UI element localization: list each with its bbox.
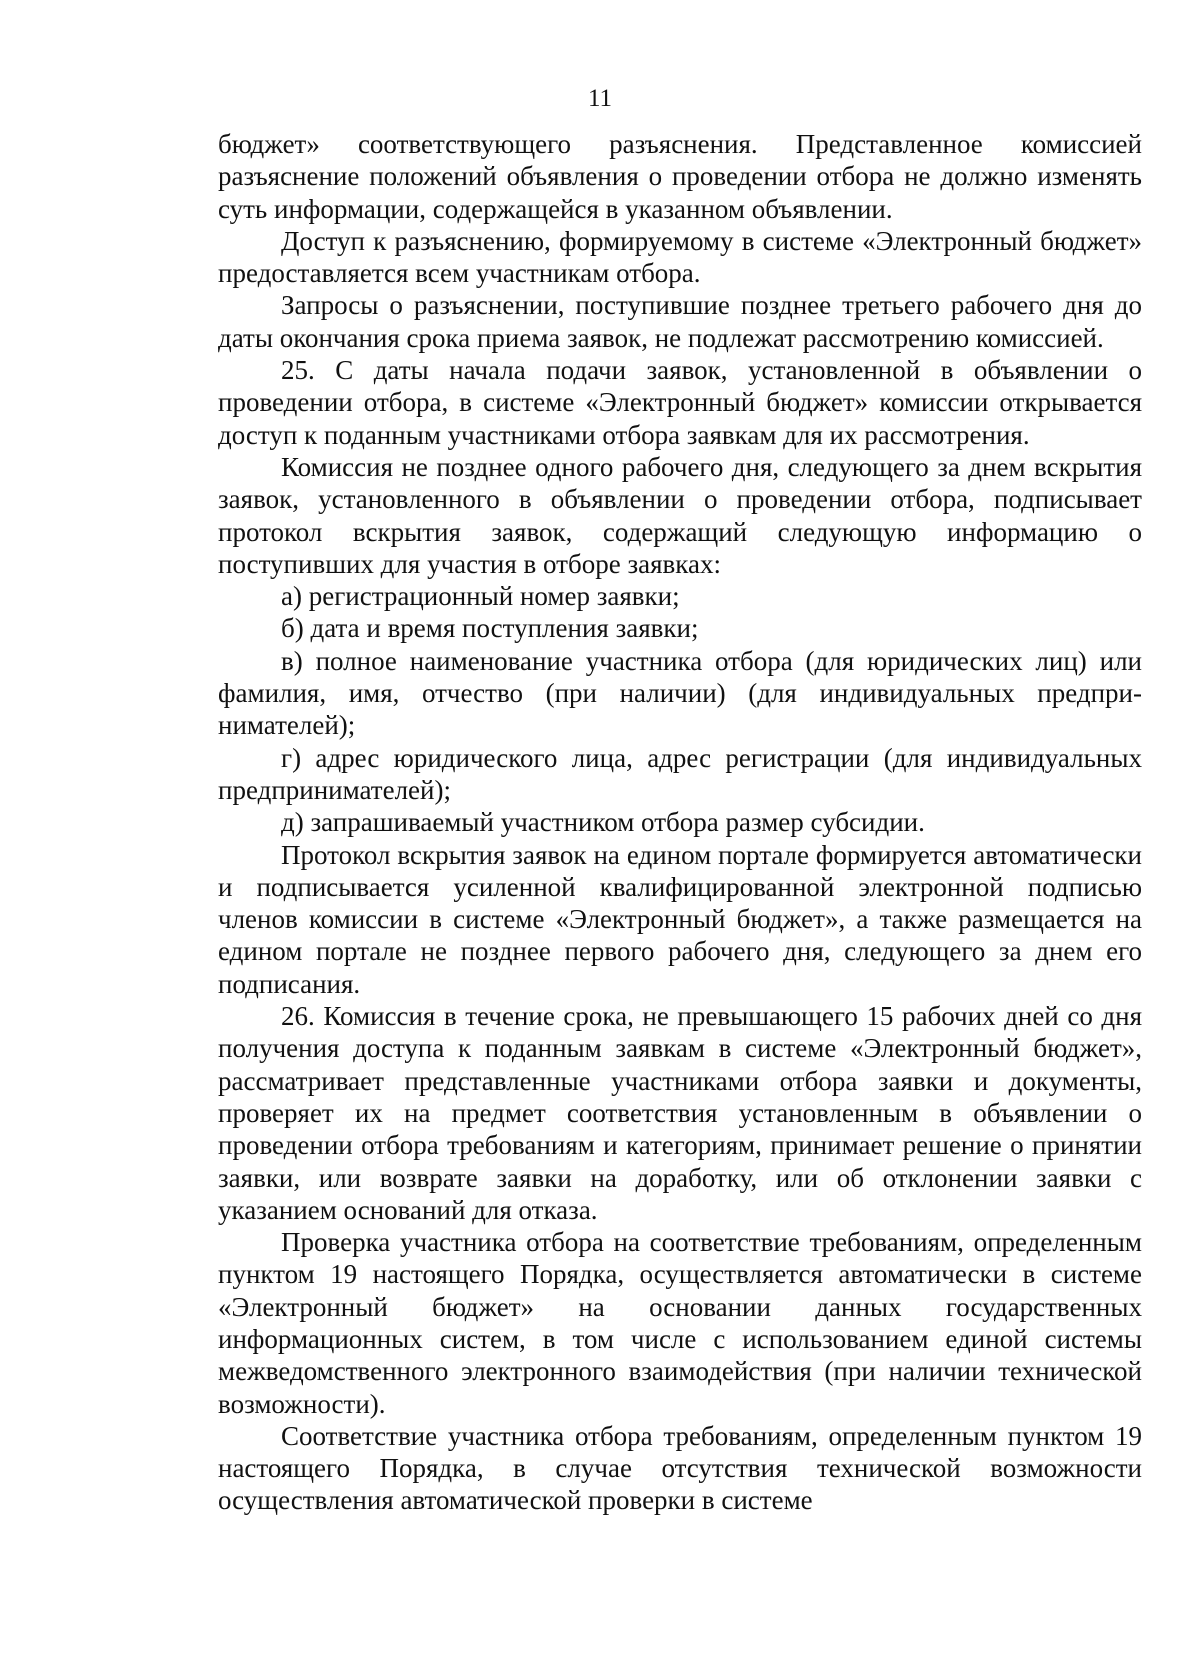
paragraph-2: Доступ к разъяснению, формируемому в системе «Электронный бюджет» предоставляется всем участникам отбора. [218, 225, 1142, 289]
document-body [218, 128, 1142, 1517]
list-item-a: а) регистрационный номер заявки; [281, 581, 680, 612]
paragraph-verification: Проверка участника отбора на соответствие требованиям, определенным пунктом 19 настоящего Порядка, осуществляется автоматически в системе «Электронный бюджет» на основании данных государственных информационных систем, в том числе с использованием единой системы межведомственного электронного взаимодействия (при наличии технической возможности). [218, 1227, 1142, 1419]
paragraph-protocol: Протокол вскрытия заявок на едином портале формируется автоматически и подписывается усиленной квалифицированной электронной подписью членов комиссии в системе «Электронный бюджет», а также размещается на едином портале не позднее первого рабочего дня, следующего за днем его подписания. [218, 839, 1142, 999]
list-item-v: в) полное наименование участника отбора (для юридических лиц) или фамилия, имя, отчество (при наличии) (для индивидуальных предпри-нимателей); [218, 645, 1142, 741]
paragraph-26: 26. Комиссия в течение срока, не превышающего 15 рабочих дней со дня получения доступа к поданным заявкам в системе «Электронный бюджет», рассматривает представленные участниками отбора заявки и документы, проверяет их на предмет соответствия установленным в объявлении о проведении отбора требованиям и категориям, принимает решение о принятии заявки, или возврате заявки на доработку, или об отклонении заявки с указанием оснований для отказа. [218, 1001, 1142, 1225]
list-item-b: б) дата и время поступления заявки; [281, 613, 699, 644]
list-item-g: г) адрес юридического лица, адрес регистрации (для индивидуальных предпринимателей); [218, 742, 1142, 805]
paragraph-1: бюджет» соответствующего разъяснения. Представленное комиссией разъяснение положений объявления о проведении отбора не должно изменять суть информации, содержащейся в указанном объявлении. [218, 129, 1142, 224]
paragraph-compliance: Соответствие участника отбора требованиям, определенным пунктом 19 настоящего Порядка, в случае отсутствия технической возможности осуществления автоматической проверки в системе [218, 1420, 1142, 1516]
list-item-d: д) запрашиваемый участником отбора размер субсидии. [281, 807, 925, 838]
paragraph-3: Запросы о разъяснении, поступившие позднее третьего рабочего дня до даты окончания срока приема заявок, не подлежат рассмотрению комиссией. [218, 290, 1142, 353]
paragraph-4: 25. С даты начала подачи заявок, установленной в объявлении о проведении отбора, в системе «Электронный бюджет» комиссии открывается доступ к поданным участниками отбора заявкам для их рассмотрения. [218, 355, 1142, 450]
page-number: 11 [587, 85, 613, 112]
paragraph-5: Комиссия не позднее одного рабочего дня, следующего за днем вскрытия заявок, установленного в объявлении о проведении отбора, подписывает протокол вскрытия заявок, содержащий следующую информацию о поступивших для участия в отборе заявках: [218, 451, 1142, 579]
